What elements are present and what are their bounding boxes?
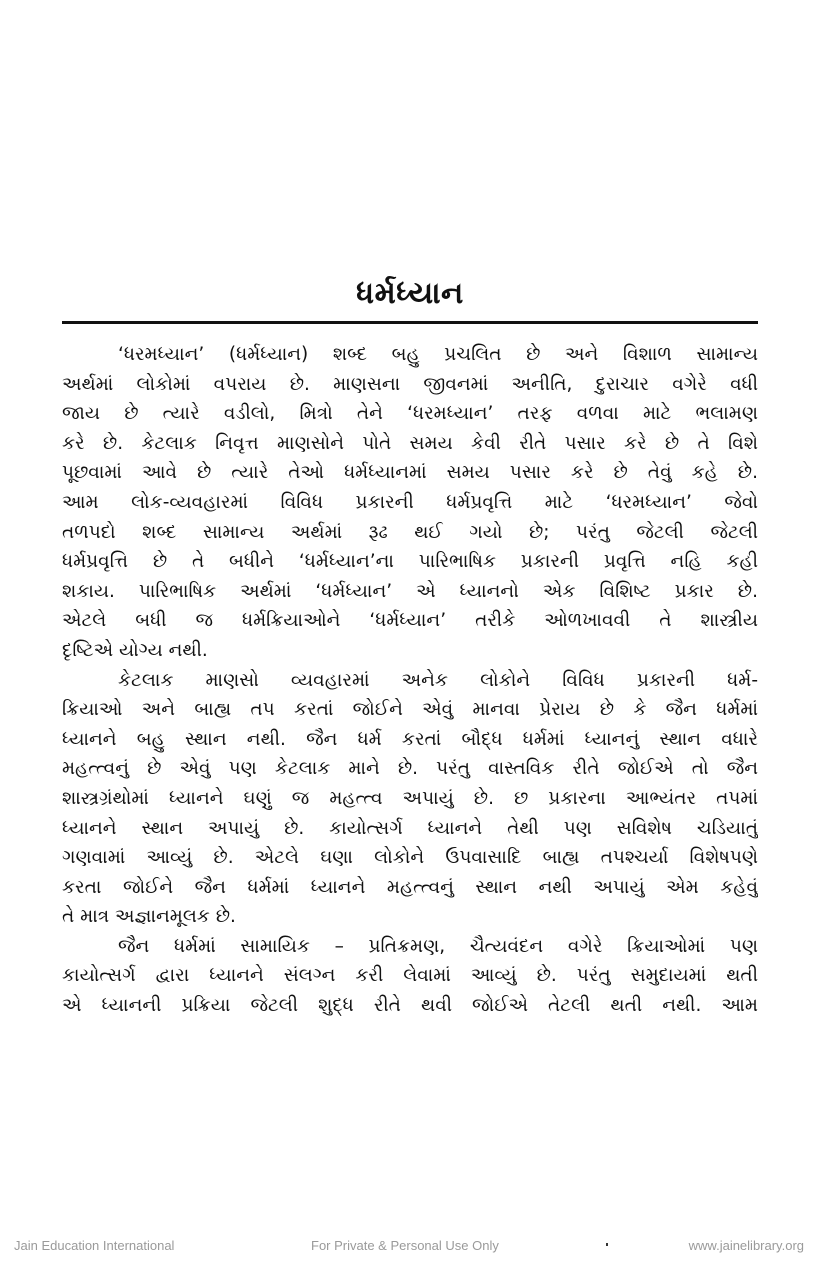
body-text [62, 340, 758, 1021]
text-line: કરતા જોઈને જૈન ધર્મમાં ધ્યાનને મહત્ત્વનું સ્થાન નથી અપાયું એમ કહેવું [62, 876, 758, 898]
text-line: ધ્યાનને બહુ સ્થાન નથી. જૈન ધર્મ કરતાં બૌદ્ધ ધર્મમાં ધ્યાનનું સ્થાન વધારે [62, 728, 758, 750]
text-line: ગણવામાં આવ્યું છે. એટલે ઘણા લોકોને ઉપવાસાદિ બાહ્ય તપશ્ચર્યા વિશેષપણે [62, 847, 758, 869]
text-line: શકાય. પારિભાષિક અર્થમાં ‘ધર્મધ્યાન’ એ ધ્યાનનો એક વિશિષ્ટ પ્રકાર છે. [62, 580, 758, 602]
text-line: આમ લોક-વ્યવહારમાં વિવિધ પ્રકારની ધર્મપ્રવૃત્તિ માટે ‘ધરમધ્યાન’ જેવો [62, 491, 758, 513]
text-line: જૈન ધર્મમાં સામાયિક – પ્રતિક્રમણ, ચૈત્યવંદન વગેરે ક્રિયાઓમાં પણ [118, 935, 758, 957]
title-underline-rule [62, 321, 758, 324]
footer-website-link[interactable]: www.jainelibrary.org [688, 1238, 804, 1253]
text-line: એટલે બધી જ ધર્મક્રિયાઓને ‘ધર્મધ્યાન’ તરીકે ઓળખાવવી તે શાસ્ત્રીય [62, 610, 758, 632]
footer-usage-notice: For Private & Personal Use Only [311, 1238, 499, 1253]
text-line: કરે છે. કેટલાક નિવૃત્ત માણસોને પોતે સમય કેવી રીતે પસાર કરે છે તે વિશે [62, 432, 758, 454]
paragraph-1 [62, 340, 758, 666]
text-line: ‘ધરમધ્યાન’ (ધર્મધ્યાન) શબ્દ બહુ પ્રચલિત છે અને વિશાળ સામાન્ય [118, 344, 758, 365]
page-footer [0, 1238, 828, 1258]
footer-publisher: Jain Education International [14, 1238, 175, 1253]
text-line: મહત્ત્વનું છે એવું પણ કેટલાક માને છે. પરંતુ વાસ્તવિક રીતે જોઈએ તો જૈન [62, 758, 758, 780]
paragraph-2 [62, 666, 758, 932]
text-line: જાય છે ત્યારે વડીલો, મિત્રો તેને ‘ધરમધ્યાન’ તરફ વળવા માટે ભલામણ [62, 403, 758, 425]
text-line: ક્રિયાઓ અને બાહ્ય તપ કરતાં જોઈને એવું માનવા પ્રેરાય છે કે જૈન ધર્મમાં [62, 699, 758, 721]
text-line: તે માત્ર અજ્ઞાનમૂલક છે. [62, 906, 236, 928]
text-line: ધ્યાનને સ્થાન અપાયું છે. કાયોત્સર્ગ ધ્યાનને તેથી પણ સવિશેષ ચડિયાતું [62, 817, 758, 839]
text-line: દૃષ્ટિએ યોગ્ય નથી. [62, 639, 208, 661]
paragraph-3 [62, 932, 758, 1021]
text-line: શાસ્ત્રગ્રંથોમાં ધ્યાનને ઘણું જ મહત્ત્વ અપાયું છે. છ પ્રકારના આભ્યંતર તપમાં [62, 787, 758, 809]
page-title: ધર્મધ્યાન [356, 276, 464, 311]
text-line: અર્થમાં લોકોમાં વપરાય છે. માણસના જીવનમાં અનીતિ, દુરાચાર વગેરે વધી [62, 373, 758, 395]
text-line: એ ધ્યાનની પ્રક્રિયા જેટલી શુદ્ધ રીતે થવી જોઈએ તેટલી થતી નથી. આમ [62, 995, 758, 1017]
text-line: તળપદો શબ્દ સામાન્ય અર્થમાં રૂઢ થઈ ગયો છે; પરંતુ જેટલી જેટલી [62, 521, 758, 543]
text-line: કાયોત્સર્ગ દ્વારા ધ્યાનને સંલગ્ન કરી લેવામાં આવ્યું છે. પરંતુ સમુદાયમાં થતી [62, 965, 758, 987]
text-line: કેટલાક માણસો વ્યવહારમાં અનેક લોકોને વિવિધ પ્રકારની ધર્મ- [118, 669, 758, 691]
text-line: પૂછવામાં આવે છે ત્યારે તેઓ ધર્મધ્યાનમાં સમય પસાર કરે છે તેવું કહે છે. [62, 462, 758, 484]
text-line: ધર્મપ્રવૃત્તિ છે તે બધીને ‘ધર્મધ્યાન’ના પારિભાષિક પ્રકારની પ્રવૃત્તિ નહિ કહી [62, 551, 758, 573]
